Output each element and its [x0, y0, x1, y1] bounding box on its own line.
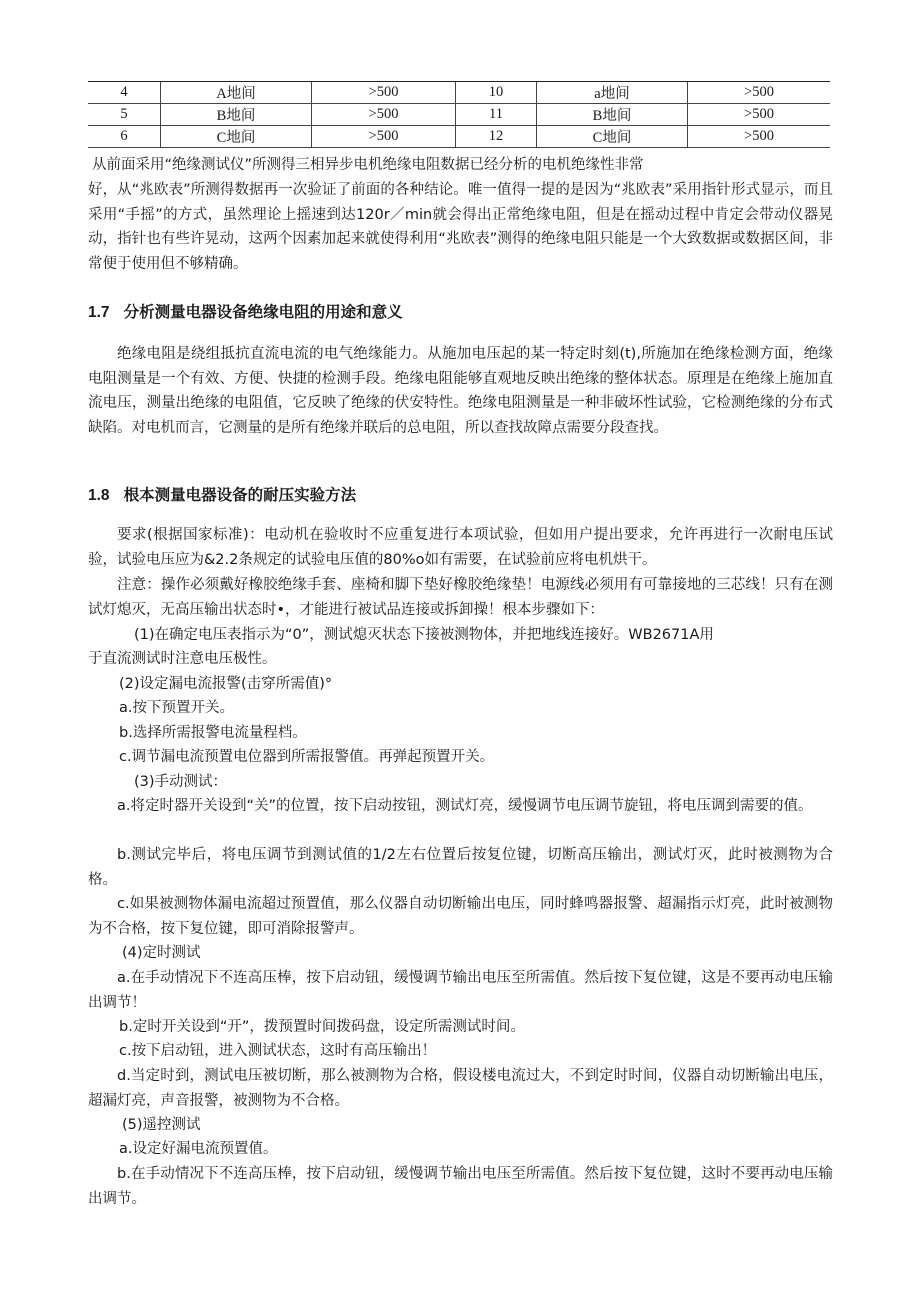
step-4a: a.在手动情况下不连高压棒，按下启动钮，缓慢调节输出电压至所需值。然后按下复位键，这是不要再动电压输出调节！: [88, 970, 833, 1011]
step-4b: b.定时开关设到“开”，拨预置时间拨码盘，设定所需测试时间。: [119, 1019, 525, 1035]
table-cell: 4: [88, 82, 161, 104]
table-row: [88, 126, 830, 148]
section-title: 分析测量电器设备绝缘电阻的用途和意义: [123, 303, 403, 321]
table-cell: >500: [688, 126, 831, 148]
table-cell: >500: [688, 82, 831, 104]
table-cell: B地间: [161, 104, 312, 126]
step-3c: c.如果被测物体漏电流超过预置值，那么仪器自动切断输出电压，同时蜂鸣器报警、超漏指示灯亮，此时被测物为不合格，按下复位键，即可消除报警声。: [88, 896, 833, 937]
section-number: 1.8: [88, 487, 110, 504]
step-3b: b.测试完毕后，将电压调节到测试值的1/2左右位置后按复位键，切断高压输出，测试灯灭，此时被测物为合格。: [88, 847, 833, 888]
table-row: [88, 104, 830, 126]
step-1-line2: 于直流测试时注意电压极性。: [88, 651, 277, 667]
section-heading-1-7: [88, 300, 403, 322]
table-cell: 5: [88, 104, 161, 126]
paragraph-safety-notice: 注意：操作必须戴好橡胶绝缘手套、座椅和脚下垫好橡胶绝缘垫！电源线必须用有可靠接地的三芯线！只有在测试灯熄灭，无高压输出状态时•，才能进行被试品连接或拆卸操！根本步骤如下：: [88, 577, 833, 618]
step-4-heading: (4)定时测试: [122, 945, 201, 961]
step-2-heading: (2)设定漏电流报警(击穿所需值)°: [119, 676, 333, 692]
step-4d: d.当定时到，测试电压被切断，那么被测物为合格，假设楼电流过大，不到定时时间，仪器自动切断输出电压，超漏灯亮，声音报警，被测物为不合格。: [88, 1068, 833, 1109]
paragraph-meter-conclusion-line1: 从前面采用“绝缘测试仪”所测得三相异步电机绝缘电阻数据已经分析的电机绝缘性非常: [92, 157, 644, 173]
table-cell: >500: [688, 104, 831, 126]
paragraph-requirements: 要求(根据国家标准)：电动机在验收时不应重复进行本项试验，但如用户提出要求，允许再进行一次耐电压试验，试验电压应为&2.2条规定的试验电压值的80%o如有需要，在试验前应将电机烘干。: [88, 527, 833, 568]
table-cell: >500: [312, 104, 456, 126]
step-4c: c.按下启动钮，进入测试状态，这时有高压输出！: [119, 1043, 437, 1059]
insulation-resistance-table: [88, 81, 830, 148]
step-5b: b.在手动情况下不连高压棒，按下启动钮，缓慢调节输出电压至所需值。然后按下复位键，这时不要再动电压输出调节。: [88, 1166, 833, 1207]
table-cell: 10: [456, 82, 537, 104]
step-2c: c.调节漏电流预置电位器到所需报警值。再弹起预置开关。: [119, 749, 495, 765]
table-row: [88, 82, 830, 104]
table-cell: 11: [456, 104, 537, 126]
table-cell: a地间: [537, 82, 688, 104]
step-3-heading: (3)手动测试：: [134, 774, 228, 790]
table-cell: 6: [88, 126, 161, 148]
table-cell: C地间: [537, 126, 688, 148]
section-title: 根本测量电器设备的耐压实验方法: [123, 486, 357, 504]
table-cell: 12: [456, 126, 537, 148]
step-1-line1: (1)在确定电压表指示为“0”，测试熄灭状态下接被测物体，并把地线连接好。WB2671A用: [134, 627, 714, 643]
step-5a: a.设定好漏电流预置值。: [119, 1141, 278, 1157]
table-cell: >500: [312, 126, 456, 148]
table-cell: C地间: [161, 126, 312, 148]
step-3a: a.将定时器开关设到“关”的位置，按下启动按钮，测试灯亮，缓慢调节电压调节旋钮，将电压调到需要的值。: [117, 798, 813, 814]
section-heading-1-8: [88, 483, 356, 505]
table-cell: B地间: [537, 104, 688, 126]
step-2b: b.选择所需报警电流量程档。: [119, 725, 307, 741]
table-cell: >500: [312, 82, 456, 104]
table-cell: A地间: [161, 82, 312, 104]
step-5-heading: (5)遥控测试: [122, 1117, 201, 1133]
paragraph-insulation-purpose: 绝缘电阻是绕组抵抗直流电流的电气绝缘能力。从施加电压起的某一特定时刻(t),所施加在绝缘检测方面，绝缘电阻测量是一个有效、方便、快捷的检测手段。绝缘电阻能够直观地反映出绝缘的整体状态。原理是在绝缘上施加直流电压，测量出绝缘的电阻值，它反映了绝缘的伏安特性。绝缘电阻测量是一种非破坏性试验，它检测绝缘的分布式缺陷。对电机而言，它测量的是所有绝缘并联后的总电阻，所以查找故障点需要分段查找。: [88, 346, 833, 436]
paragraph-meter-conclusion: 好，从“兆欧表”所测得数据再一次验证了前面的各种结论。唯一值得一提的是因为“兆欧表”采用指针形式显示，而且采用“手摇”的方式，虽然理论上摇速到达120r／min就会得出正常绝缘电阻，但是在摇动过程中肯定会带动仪器晃动，指针也有些许晃动，这两个因素加起来就使得利用“兆欧表”测得的绝缘电阻只能是一个大致数据或数据区间，非常便于使用但不够精确。: [88, 182, 833, 272]
step-2a: a.按下预置开关。: [119, 700, 234, 716]
section-number: 1.7: [88, 304, 110, 321]
